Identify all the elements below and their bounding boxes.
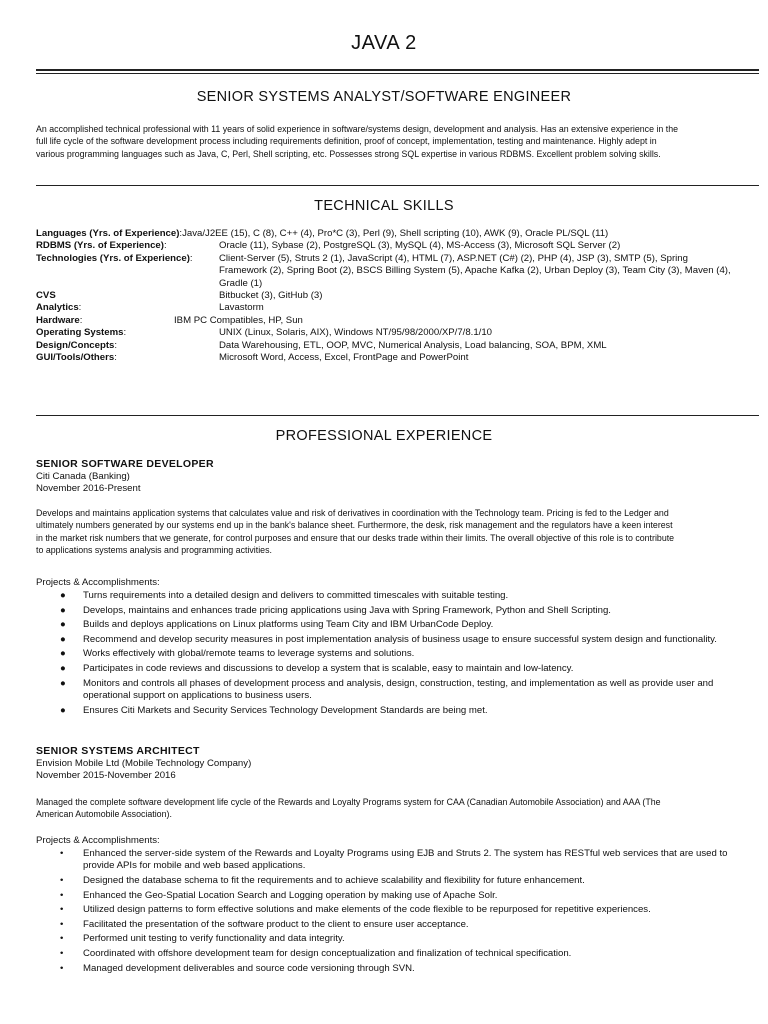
bullet-icon: ● xyxy=(60,619,66,631)
skill-value xyxy=(219,240,759,252)
accomplishment-text: Participates in code reviews and discussions to develop a system that is scalable, easy to maintain and low-latency. xyxy=(83,662,574,674)
accomplishment-item xyxy=(36,890,758,902)
skill-row xyxy=(36,252,758,289)
accomplishment-text: Facilitated the presentation of the software product to the client to ensure user acceptance. xyxy=(83,918,469,930)
accomplishment-item xyxy=(36,963,758,975)
accomplishments-list xyxy=(36,590,758,719)
skill-value-line: Bitbucket (3), GitHub (3) xyxy=(219,290,323,301)
skill-separator: : xyxy=(79,314,83,326)
projects-label: Projects & Accomplishments: xyxy=(36,835,160,846)
skill-row xyxy=(36,352,758,364)
accomplishment-text: Enhanced the Geo-Spatial Location Search and Logging operation by making use of Apache Solr. xyxy=(83,889,498,901)
description-line: in the market risk numbers that we generate, for control purposes and ensure that our desks trade within their limits. The overall objective of this role is to contribute xyxy=(36,532,675,544)
summary-line: An accomplished technical professional with 11 years of solid experience in software/systems design, development and analysis. Has an extensive experience in the xyxy=(36,124,679,135)
headline: SENIOR SYSTEMS ANALYST/SOFTWARE ENGINEER xyxy=(196,89,572,105)
accomplishment-item xyxy=(36,605,758,617)
bullet-icon: • xyxy=(60,918,64,930)
skill-separator: : xyxy=(114,339,118,351)
bullet-icon: • xyxy=(60,889,64,901)
projects-label: Projects & Accomplishments: xyxy=(36,577,160,588)
accomplishment-item xyxy=(36,678,758,703)
bullet-icon: ● xyxy=(60,704,66,716)
accomplishment-item xyxy=(36,904,758,916)
accomplishment-text: Designed the database schema to fit the requirements and to achieve scalability and flexibility for future enhancement. xyxy=(83,875,585,886)
accomplishment-item xyxy=(36,634,758,646)
accomplishment-text: Develops, maintains and enhances trade pricing applications using Java with Spring Framework, Python and Shell Scripting. xyxy=(83,604,611,616)
skill-value-line: Data Warehousing, ETL, OOP, MVC, Numerical Analysis, Load balancing, SOA, BPM, XML xyxy=(219,339,607,351)
section-divider xyxy=(36,415,759,416)
description-line: Managed the complete software development life cycle of the Rewards and Loyalty Programs system for CAA (Canadian Automobile Association) and AAA (The xyxy=(36,797,661,808)
skill-value-line: Oracle (11), Sybase (2), PostgreSQL (3), MySQL (4), MS-Access (3), Microsoft SQL Server (2) xyxy=(219,240,621,252)
accomplishment-item xyxy=(36,648,758,660)
description-line: Develops and maintains application systems that calculates value and risk of derivatives in coordination with the Technology team. Pricing is fed to the Ledger and xyxy=(36,508,669,519)
job-description xyxy=(36,797,758,822)
skill-row xyxy=(36,302,758,314)
description-line: ultimately numbers generated by our systems end up in the bank's balance sheet. Furthermore, the desk, risk management and the regulators have a keen interest xyxy=(36,520,673,532)
skill-separator: : xyxy=(123,327,127,339)
skill-separator: : xyxy=(114,352,117,363)
job-title: SENIOR SOFTWARE DEVELOPER xyxy=(36,458,214,470)
accomplishment-item xyxy=(36,848,758,873)
summary-line: full life cycle of the software development process including requirements definition, proof of concept, implementation, testing and maintenance. Highly adept in xyxy=(36,136,657,148)
accomplishment-text: Monitors and controls all phases of development process and analysis, design, construction, testing, and implementation as well as provide user and xyxy=(83,677,714,689)
accomplishment-item xyxy=(36,875,758,887)
skill-value xyxy=(219,340,759,352)
bullet-icon: • xyxy=(60,848,64,859)
bullet-icon: • xyxy=(60,962,64,974)
bullet-icon: ● xyxy=(60,662,66,674)
accomplishment-text: Managed development deliverables and source code versioning through SVN. xyxy=(83,962,415,974)
accomplishment-text: Utilized design patterns to form effective solutions and make elements of the code flexible to be repurposed for repetitive experiences. xyxy=(83,904,651,916)
description-line: to applications systems analysis and programming activities. xyxy=(36,545,272,557)
skill-label: Analytics xyxy=(36,302,79,314)
skill-value xyxy=(174,315,714,327)
job-description xyxy=(36,508,758,558)
accomplishment-item xyxy=(36,590,758,602)
skill-row xyxy=(36,290,758,302)
skill-value xyxy=(219,327,759,339)
accomplishment-text: operational support on applications to business users. xyxy=(83,689,312,701)
skill-value xyxy=(219,352,759,364)
title-divider xyxy=(36,69,759,74)
skill-row xyxy=(36,315,758,327)
accomplishment-text: Performed unit testing to verify functionality and data integrity. xyxy=(83,933,345,945)
skill-value-line: Framework (2), Spring Boot (2), BSCS Billing System (5), Apache Kafka (2), Urban Deploy (3), Team City (3), Maven (4), xyxy=(219,265,731,277)
skill-value-line: Gradle (1) xyxy=(219,277,263,289)
skill-value xyxy=(219,290,759,302)
skill-label: Operating Systems xyxy=(36,327,124,339)
bullet-icon: ● xyxy=(60,648,66,660)
bullet-icon: • xyxy=(60,933,64,945)
skill-separator: : xyxy=(163,240,167,252)
accomplishments-list xyxy=(36,848,758,977)
skill-value: Java/J2EE (15), C (8), C++ (4), Pro*C (3), Perl (9), Shell scripting (10), AWK (9), Oracle PL/SQL (11) xyxy=(182,228,609,239)
accomplishment-text: Turns requirements into a detailed design and delivers to committed timescales with suitable testing. xyxy=(83,590,509,601)
skill-row xyxy=(36,340,758,352)
experience-heading: PROFESSIONAL EXPERIENCE xyxy=(275,428,493,444)
job-company: Citi Canada (Banking) xyxy=(36,471,130,482)
job-company: Envision Mobile Ltd (Mobile Technology Company) xyxy=(36,758,252,769)
skills-heading: TECHNICAL SKILLS xyxy=(314,198,454,214)
skill-separator: : xyxy=(78,302,82,314)
accomplishment-item xyxy=(36,948,758,960)
skill-value-line: UNIX (Linux, Solaris, AIX), Windows NT/95/98/2000/XP/7/8.1/10 xyxy=(219,327,493,339)
skill-label: Languages (Yrs. of Experience) xyxy=(36,228,180,239)
accomplishment-text: Works effectively with global/remote teams to leverage systems and solutions. xyxy=(83,648,415,660)
skill-label: Design/Concepts xyxy=(36,339,115,351)
accomplishment-item xyxy=(36,933,758,945)
bullet-icon: ● xyxy=(60,604,66,616)
skill-separator: : xyxy=(179,228,183,239)
skill-value xyxy=(219,302,759,314)
skill-label: GUI/Tools/Others xyxy=(36,352,115,363)
accomplishment-text: provide APIs for mobile and web based applications. xyxy=(83,860,306,872)
accomplishment-text: Coordinated with offshore development team for design conceptualization and finalization of technical specification. xyxy=(83,947,572,959)
bullet-icon: • xyxy=(60,875,64,886)
section-divider xyxy=(36,185,759,186)
job-dates: November 2016-Present xyxy=(36,483,141,494)
accomplishment-item xyxy=(36,919,758,931)
summary-line: various programming languages such as Java, C, Perl, Shell scripting, etc. Possesses strong SQL expertise in various RDBMS. Excellent problem solving skills. xyxy=(36,148,661,160)
summary-paragraph xyxy=(36,124,758,161)
description-line: American Automobile Association). xyxy=(36,809,172,821)
document-title: JAVA 2 xyxy=(351,32,417,54)
bullet-icon: ● xyxy=(60,633,66,645)
accomplishment-item xyxy=(36,705,758,717)
bullet-icon: • xyxy=(60,904,64,916)
accomplishment-item xyxy=(36,619,758,631)
accomplishment-text: Ensures Citi Markets and Security Services Technology Development Standards are being met. xyxy=(83,704,488,716)
skill-label: Hardware xyxy=(36,314,80,326)
accomplishment-text: Builds and deploys applications on Linux platforms using Team City and IBM UrbanCode Deploy. xyxy=(83,619,494,631)
bullet-icon: • xyxy=(60,947,64,959)
skill-row xyxy=(36,327,758,339)
skill-separator: : xyxy=(189,252,193,264)
skill-value-line: IBM PC Compatibles, HP, Sun xyxy=(174,314,303,326)
job-dates: November 2015-November 2016 xyxy=(36,770,176,781)
skill-row xyxy=(36,240,758,252)
skill-label: RDBMS (Yrs. of Experience) xyxy=(36,240,164,252)
skill-value xyxy=(219,253,759,290)
skill-label: Technologies (Yrs. of Experience) xyxy=(36,252,190,264)
skill-value-line: Microsoft Word, Access, Excel, FrontPage and PowerPoint xyxy=(219,352,469,363)
accomplishment-item xyxy=(36,663,758,675)
skill-row xyxy=(36,228,758,240)
accomplishment-text: Recommend and develop security measures in post implementation analysis of business usage to ensure successful system design and functionality. xyxy=(83,633,717,645)
bullet-icon: ● xyxy=(60,590,66,601)
skill-value-line: Lavastorm xyxy=(219,302,264,314)
skill-value-line: Client-Server (5), Struts 2 (1), JavaScript (4), HTML (7), ASP.NET (C#) (2), PHP (4), JSP (3), SMTP (5), Spring xyxy=(219,252,688,264)
accomplishment-text: Enhanced the server-side system of the Rewards and Loyalty Programs using EJB and Struts 2. The system has RESTful web services that are used to xyxy=(83,848,728,859)
skill-label: CVS xyxy=(36,290,56,301)
bullet-icon: ● xyxy=(60,677,66,689)
job-title: SENIOR SYSTEMS ARCHITECT xyxy=(36,745,200,757)
